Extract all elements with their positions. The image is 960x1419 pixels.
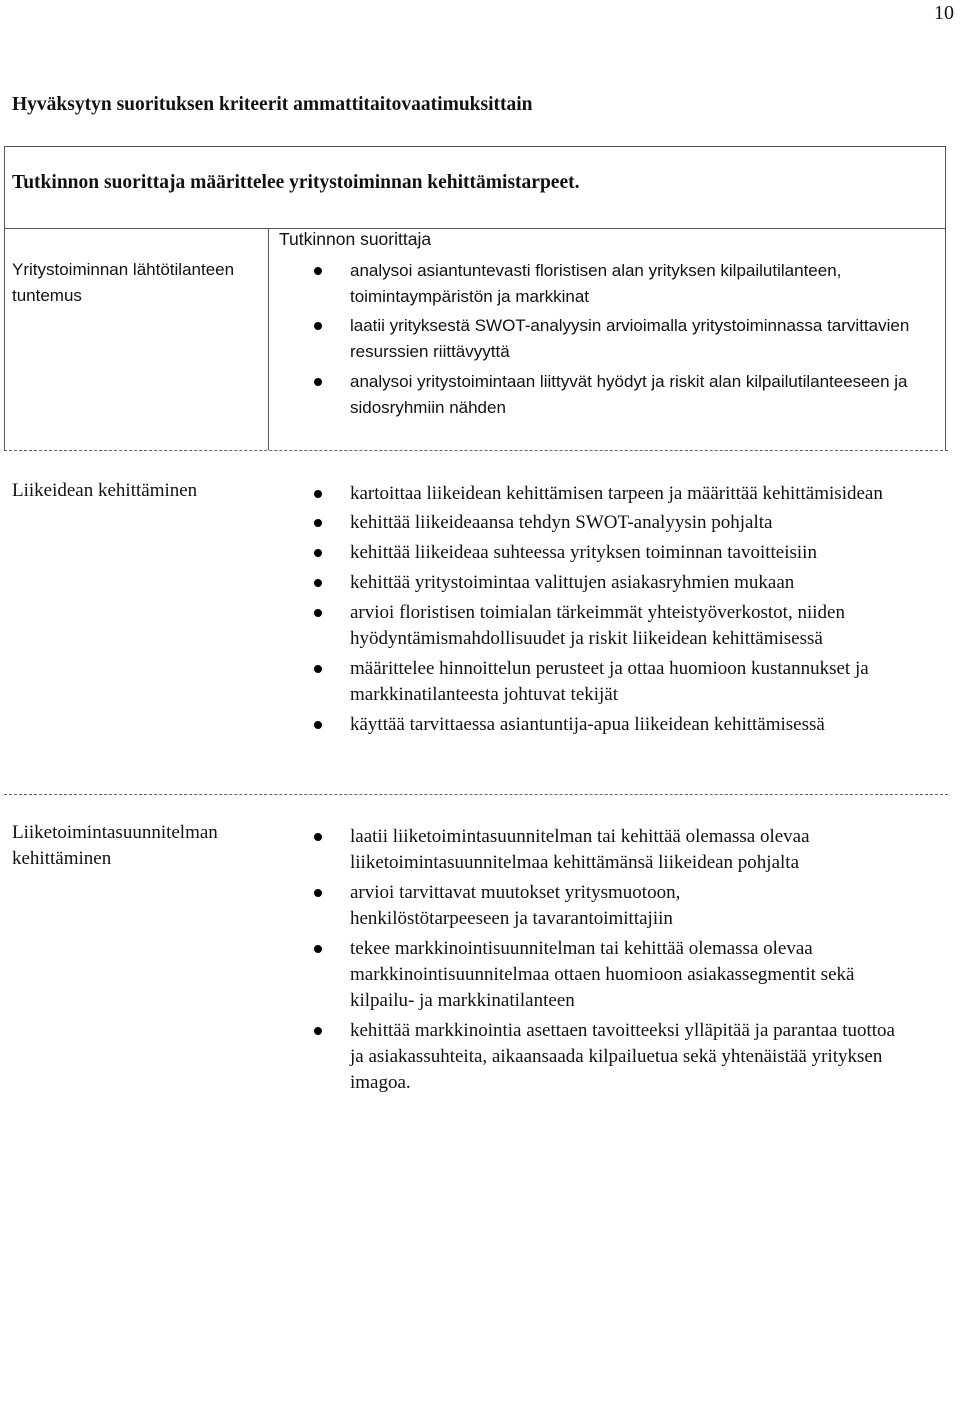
section-label-lahtotilanne: Yritystoiminnan lähtötilanteen tuntemus [12,260,235,305]
page-number: 10 [934,2,954,24]
list-item: kartoittaa liikeidean kehittämisen tarpeen ja määrittää kehittämisidean [350,481,910,507]
section-2-list [350,481,910,738]
list-item: kehittää liikeideaa suhteessa yrityksen toiminnan tavoitteisiin [350,540,910,566]
section-lead: Tutkinnon suorittaja [279,229,432,249]
list-item: arvioi tarvittavat muutokset yritysmuotoon, henkilöstötarpeeseen ja tavarantoimittajiin [350,880,770,932]
list-item: arvioi floristisen toimialan tärkeimmät yhteistyöverkostot, niiden hyödyntämismahdollisuudet ja riskit liikeidean kehittämisessä [350,600,910,652]
list-item: laatii liiketoimintasuunnitelman tai kehittää olemassa olevaa liiketoimintasuunnitelmaa kehittämänsä liikeidean pohjalta [350,824,910,876]
section-label-liikeidea: Liikeidean kehittäminen [12,480,198,501]
criterion-title: Tutkinnon suorittaja määrittelee yritystoiminnan kehittämistarpeet. [12,172,580,193]
list-item: kehittää liikeideaansa tehdyn SWOT-analyysin pohjalta [350,510,910,536]
page-heading: Hyväksytyn suorituksen kriteerit ammattitaitovaatimuksittain [12,94,533,115]
list-item: laatii yrityksestä SWOT-analyysin arvioimalla yritystoiminnassa tarvittavien resurssien riittävyyttä [350,313,910,365]
section-label-liiketoimintasuunnitelma: Liiketoimintasuunnitelman kehittäminen [12,822,218,869]
section-separator [4,794,948,795]
column-divider [268,228,269,450]
list-item: analysoi yritystoimintaan liittyvät hyödyt ja riskit alan kilpailutilanteeseen ja sidosryhmiin nähden [350,369,910,421]
list-item: analysoi asiantuntevasti floristisen alan yrityksen kilpailutilanteen, toimintaympäristön ja markkinat [350,258,910,310]
section-1-list [350,258,910,421]
list-item: tekee markkinointisuunnitelman tai kehittää olemassa olevaa markkinointisuunnitelmaa ottaen huomioon asiakassegmentit sekä kilpailu- ja markkinatilanteen [350,936,895,1014]
list-item: kehittää markkinointia asettaen tavoitteeksi ylläpitää ja parantaa tuottoa ja asiakassuhteita, aikaansaada kilpailuetua sekä yhtenäistää yrityksen imagoa. [350,1018,910,1096]
section-separator [4,450,948,451]
list-item: käyttää tarvittaessa asiantuntija-apua liikeidean kehittämisessä [350,712,910,738]
table-divider [4,228,946,229]
list-item: kehittää yritystoimintaa valittujen asiakasryhmien mukaan [350,570,910,596]
list-item: määrittelee hinnoittelun perusteet ja ottaa huomioon kustannukset ja markkinatilanteesta johtuvat tekijät [350,656,910,708]
section-3-list [350,824,910,1096]
